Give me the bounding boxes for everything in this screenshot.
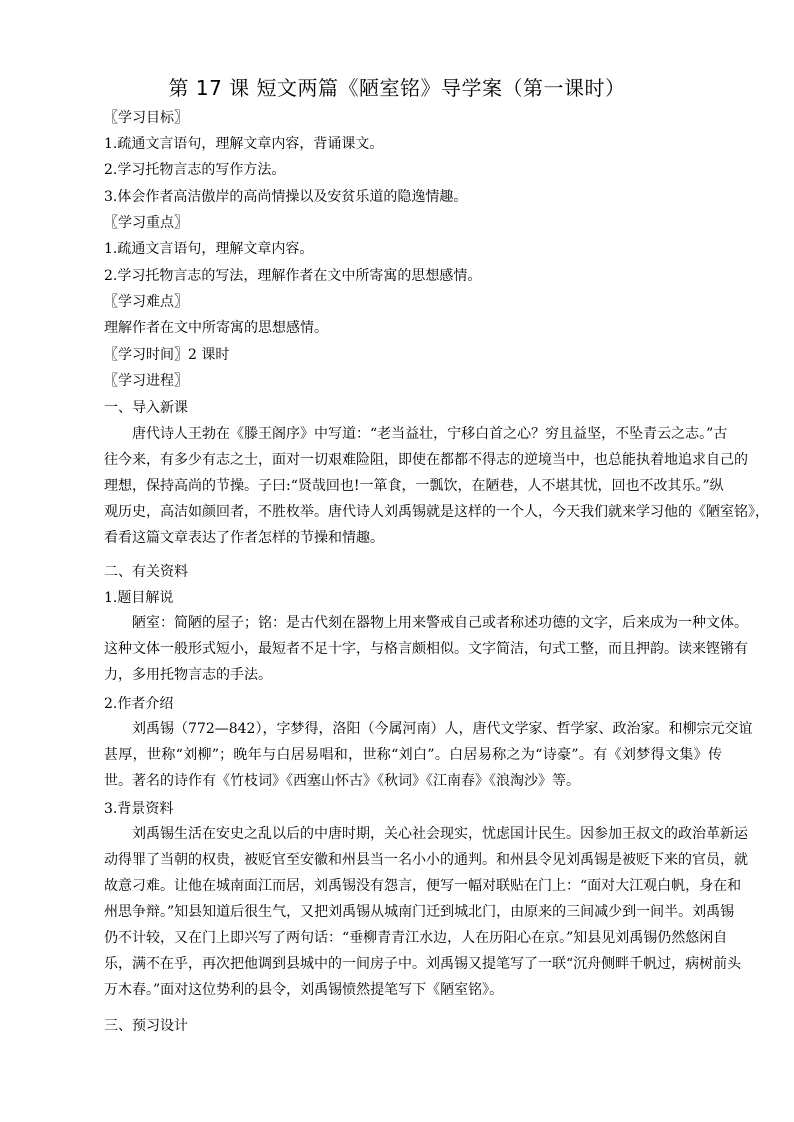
paragraph-line: 刘禹锡生活在安史之乱以后的中唐时期，关心社会现实，忧虑国计民生。因参加王叔文的政治革新运 xyxy=(132,826,748,842)
paragraph-line: 仍不计较，又在门上即兴写了两句话：“垂柳青青江水边，人在历阳心在京。”知县见刘禹锡仍然悠闲自 xyxy=(104,930,728,946)
paragraph-line: 唐代诗人王勃在《滕王阁序》中写道：“老当益壮，宁移白首之心？穷且益坚，不坠青云之志。”古 xyxy=(132,426,728,442)
goal-item: 2.学习托物言志的写作方法。 xyxy=(104,162,286,178)
paragraph-line: 州思争辩。”知县知道后很生气，又把刘禹锡从城南门迁到城北门，由原来的三间减少到一间半。刘禹锡 xyxy=(104,904,735,920)
title-explanation-paragraph xyxy=(104,610,748,688)
paragraph-line: 这种文体一般形式短小，最短者不足十字，与格言颇相似。文字简洁，句式工整，而且押韵。读来铿锵有 xyxy=(104,641,748,657)
goal-item: 1.疏通文言语句，理解文章内容，背诵课文。 xyxy=(104,136,384,152)
paragraph-line: 往今来，有多少有志之士，面对一切艰难险阻，即使在都都不得志的逆境当中，也总能执着地追求自己的 xyxy=(104,452,748,468)
study-time: 〖学习时间〗2 课时 xyxy=(104,347,230,363)
paragraph-line: 看看这篇文章表达了作者怎样的节操和情趣。 xyxy=(104,530,384,546)
paragraph-line: 刘禹锡（772—842），字梦得，洛阳（今属河南）人，唐代文学家、哲学家、政治家。和柳宗元交谊 xyxy=(132,721,753,737)
paragraph-line: 陋室：简陋的屋子；铭：是古代刻在器物上用来警戒自己或者称述功德的文字，后来成为一种文体。 xyxy=(132,615,748,631)
paragraph-line: 理想，保持高尚的节操。子曰:“贤哉回也!一箪食，一瓢饮，在陋巷，人不堪其忧，回也不改其乐。”纵 xyxy=(104,478,724,494)
author-paragraph xyxy=(104,716,753,794)
section-heading-materials: 二、有关资料 xyxy=(104,564,188,580)
paragraph-line: 动得罪了当朝的权贵，被贬官至安徽和州县当一名小小的通判。和州县令见刘禹锡是被贬下来的官员，就 xyxy=(104,852,748,868)
subheading-background: 3.背景资料 xyxy=(104,801,174,817)
subheading-author: 2.作者介绍 xyxy=(104,696,174,712)
goal-item: 3.体会作者高洁傲岸的高尚情操以及安贫乐道的隐逸情趣。 xyxy=(104,189,468,205)
paragraph-line: 世。著名的诗作有《竹枝词》《西塞山怀古》《秋词》《江南春》《浪淘沙》等。 xyxy=(104,773,580,789)
process-heading: 〖学习进程〗 xyxy=(104,373,188,389)
intro-paragraph xyxy=(104,421,769,551)
paragraph-line: 观历史，高洁如颜回者，不胜枚举。唐代诗人刘禹锡就是这样的一个人，今天我们就来学习他的《陋室铭》， xyxy=(104,504,769,520)
focus-heading: 〖学习重点〗 xyxy=(104,215,188,231)
section-heading-intro: 一、导入新课 xyxy=(104,400,188,416)
paragraph-line: 万木春。”面对这位势利的县令，刘禹锡愤然提笔写下《陋室铭》。 xyxy=(104,982,504,998)
subheading-title-explanation: 1.题目解说 xyxy=(104,590,174,606)
background-paragraph xyxy=(104,821,748,1003)
goals-heading: 〖学习目标〗 xyxy=(104,110,188,126)
difficulty-text: 理解作者在文中所寄寓的思想感情。 xyxy=(104,320,328,336)
document-title: 第 17 课 短文两篇《陋室铭》导学案（第一课时） xyxy=(168,76,626,100)
focus-item: 2.学习托物言志的写法，理解作者在文中所寄寓的思想感情。 xyxy=(104,268,482,284)
focus-item: 1.疏通文言语句，理解文章内容。 xyxy=(104,241,314,257)
difficulty-heading: 〖学习难点〗 xyxy=(104,294,188,310)
section-heading-preview: 三、预习设计 xyxy=(104,1018,188,1034)
paragraph-line: 故意刁难。让他在城南面江而居，刘禹锡没有怨言，便写一幅对联贴在门上：“面对大江观白帆，身在和 xyxy=(104,878,742,894)
paragraph-line: 甚厚，世称“刘柳”；晚年与白居易唱和，世称“刘白”。白居易称之为“诗豪”。有《刘梦得文集》传 xyxy=(104,747,722,763)
paragraph-line: 力，多用托物言志的手法。 xyxy=(104,667,272,683)
paragraph-line: 乐，满不在乎，再次把他调到县城中的一间房子中。刘禹锡又提笔写了一联“沉舟侧畔千帆过，病树前头 xyxy=(104,956,742,972)
